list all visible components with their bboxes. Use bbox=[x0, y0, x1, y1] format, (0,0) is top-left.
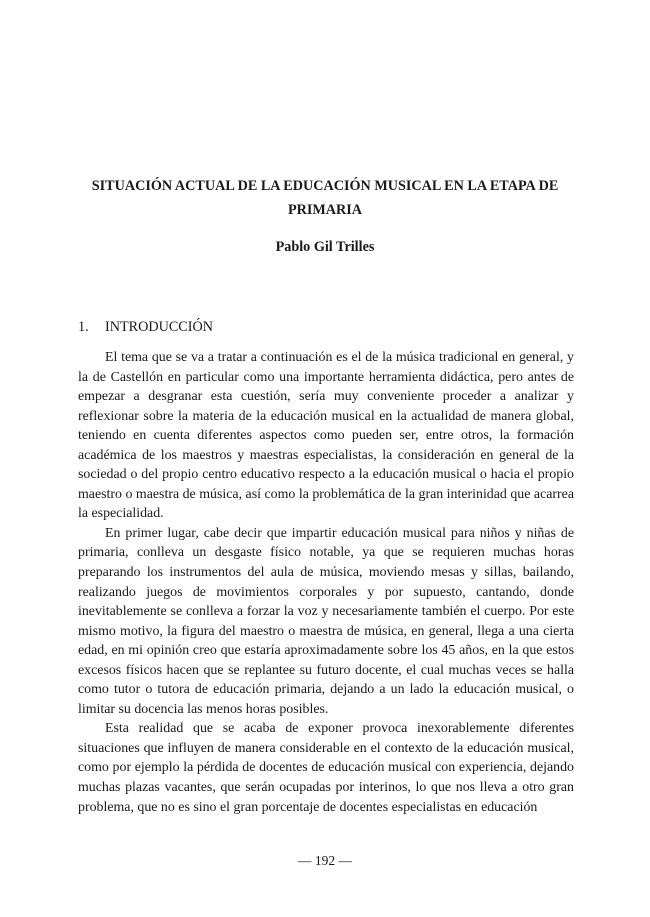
page-number: — 192 — bbox=[298, 853, 352, 868]
author-name: Pablo Gil Trilles bbox=[275, 239, 375, 255]
paragraph: Esta realidad que se acaba de exponer provoca inexorablemente diferentes situaciones que influyen de manera considerable en el contexto de la educación musical, como por ejemplo la pérdida de docentes de educación musical con experiencia, dejando muchas plazas vacantes, que serán ocupadas por interinos, lo que nos lleva a otro gran problema, que no es sino el gran porcentaje de docentes especialistas en educación bbox=[78, 721, 574, 815]
section-number: 1. bbox=[78, 319, 89, 335]
section-title: INTRODUCCIÓN bbox=[105, 319, 213, 335]
section-heading bbox=[78, 317, 572, 337]
body-text bbox=[78, 348, 574, 817]
document-title: SITUACIÓN ACTUAL DE LA EDUCACIÓN MUSICAL EN LA ETAPA DE PRIMARIA bbox=[91, 178, 559, 218]
paragraph: El tema que se va a tratar a continuación es el de la música tradicional en general, y la de Castellón en particular como una importante herramienta didáctica, pero antes de empezar a desgranar esta cuestión, sería muy conveniente proceder a analizar y reflexionar sobre la materia de la educación musical en la actualidad de manera global, teniendo en cuenta diferentes aspectos como pueden ser, entre otros, la formación académica de los maestros y maestras especialistas, la consideración en general de la sociedad o del propio centro educativo respecto a la educación musical o hacia el propio maestro o maestra de música, así como la problemática de la gran interinidad que acarrea la especialidad. bbox=[78, 350, 574, 522]
paragraph: En primer lugar, cabe decir que impartir educación musical para niños y niñas de primaria, conlleva un desgaste físico notable, ya que se requieren muchas horas preparando los instrumentos del aula de música, moviendo mesas y sillas, bailando, realizando juegos de movimientos corporales y por supuesto, cantando, donde inevitablemente se conlleva a forzar la voz y necesariamente también el cuerpo. Por este mismo motivo, la figura del maestro o maestra de música, en general, llega a una cierta edad, en mi opinión creo que estaría aproximadamente sobre los 45 años, en la que estos excesos físicos hacen que se replantee su futuro docente, el cual muchas veces se halla como tutor o tutora de educación primaria, dejando a un lado la educación musical, o limitar su docencia las menos horas posibles. bbox=[78, 525, 574, 717]
